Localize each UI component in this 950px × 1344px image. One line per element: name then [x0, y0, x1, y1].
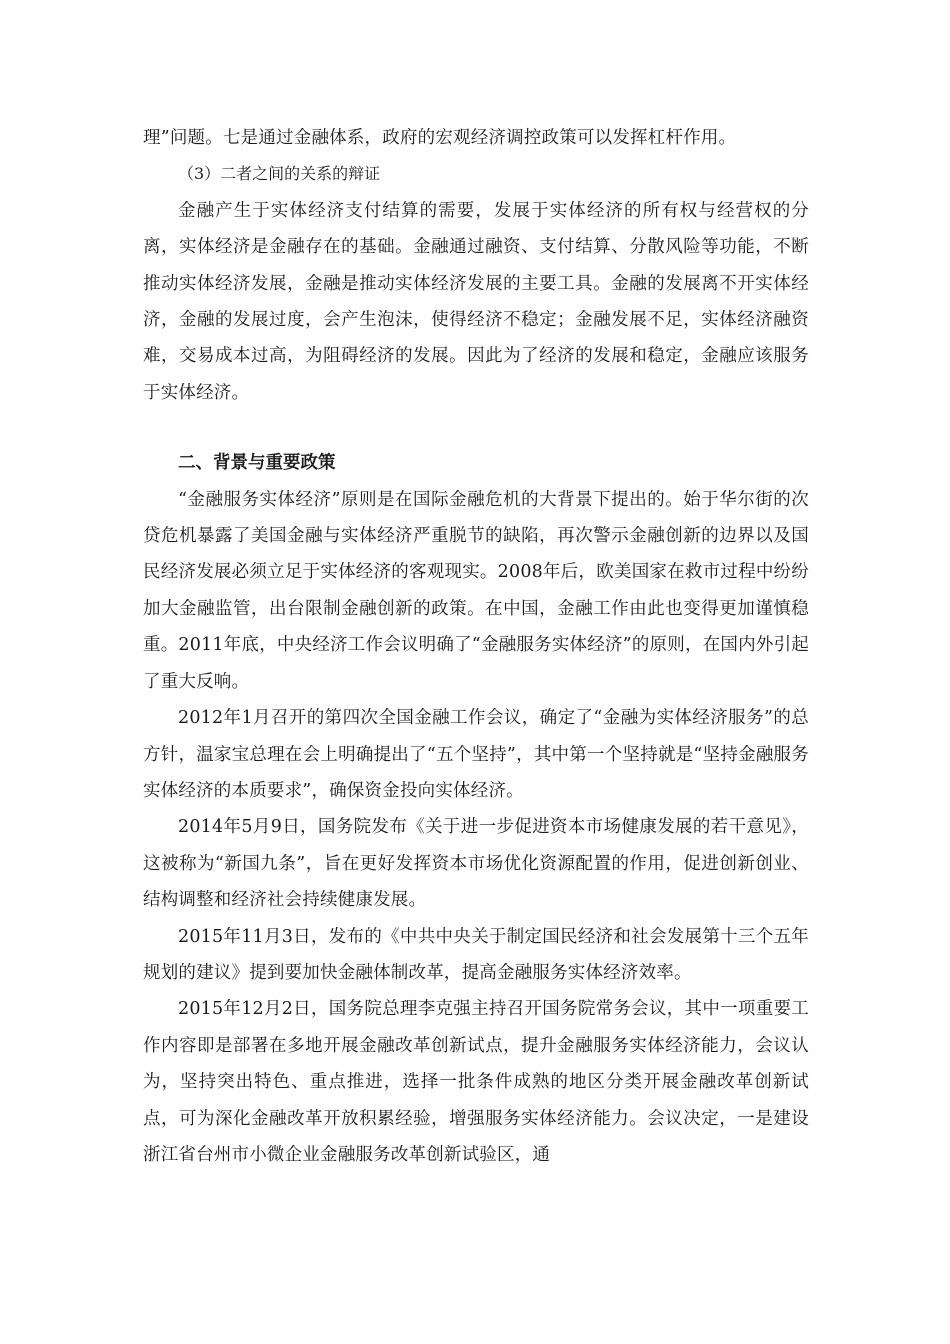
body-paragraph: “金融服务实体经济”原则是在国际金融危机的大背景下提出的。始于华尔街的次贷危机暴露了美国金融与实体经济严重脱节的缺陷，再次警示金融创新的边界以及国民经济发展必须立足于实体经济的客观现实。2008年后，欧美国家在救市过程中纷纷加大金融监管，出台限制金融创新的政策。在中国，金融工作由此也变得更加谨慎稳重。2011年底，中央经济工作会议明确了“金融服务实体经济”的原则，在国内外引起了重大反响。 — [143, 489, 809, 692]
body-paragraph: 2015年12月2日，国务院总理李克强主持召开国务院常务会议，其中一项重要工作内容即是部署在多地开展金融改革创新试点，提升金融服务实体经济能力，会议认为，坚持突出特色、重点推进，选择一批条件成熟的地区分类开展金融改革创新试点，可为深化金融改革开放积累经验，增强服务实体经济能力。会议决定，一是建设浙江省台州市小微企业金融服务改革创新试验区，通 — [143, 999, 809, 1165]
body-paragraph: 2014年5月9日，国务院发布《关于进一步促进资本市场健康发展的若干意见》，这被称为“新国九条”，旨在更好发挥资本市场优化资源配置的作用，促进创新创业、结构调整和经济社会持续健康发展。 — [143, 817, 809, 911]
subheading-relation: （3）二者之间的关系的辩证 — [178, 164, 381, 184]
document-body — [143, 120, 809, 1173]
relation-paragraph: 金融产生于实体经济支付结算的需要，发展于实体经济的所有权与经营权的分离，实体经济是金融存在的基础。金融通过融资、支付结算、分散风险等功能，不断推动实体经济发展，金融是推动实体经济发展的主要工具。金融的发展离不开实体经济，金融的发展过度，会产生泡沫，使得经济不稳定；金融发展不足，实体经济融资难，交易成本过高，为阻碍经济的发展。因此为了经济的发展和稳定，金融应该服务于实体经济。 — [143, 200, 809, 403]
body-paragraph: 2015年11月3日，发布的《中共中央关于制定国民经济和社会发展第十三个五年规划的建议》提到要加快金融体制改革，提高金融服务实体经济效率。 — [143, 926, 809, 983]
continuation-paragraph: 理”问题。七是通过金融体系，政府的宏观经济调控政策可以发挥杠杆作用。 — [143, 128, 737, 148]
body-paragraph: 2012年1月召开的第四次全国金融工作会议，确定了“金融为实体经济服务”的总方针，温家宝总理在会上明确提出了“五个坚持”，其中第一个坚持就是“坚持金融服务实体经济的本质要求”，确保资金投向实体经济。 — [143, 708, 809, 801]
section-heading-background: 二、背景与重要政策 — [178, 453, 336, 474]
